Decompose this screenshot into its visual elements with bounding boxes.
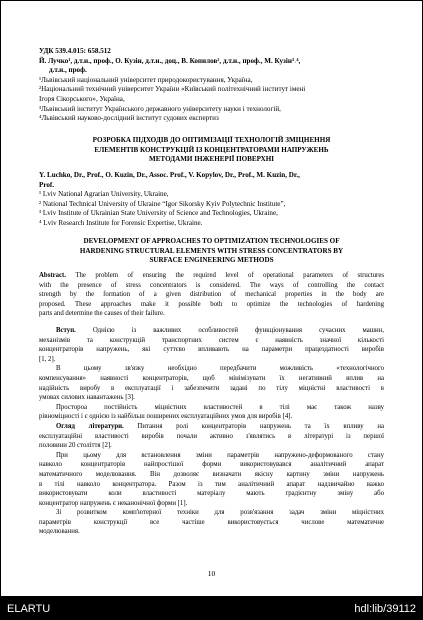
p3-line-1: Простороа постійність міцністних властивостей в тілі має також назву [56,403,384,411]
title-ua-line-2: ЕЛЕМЕНТІВ КОНСТРУКЦІЙ ІЗ КОНЦЕНТРАТОРАМИ НАПРУЖЕНЬ [94,145,329,154]
p2-line-3: надійність виробу в експлуатації і забезпечити задані по тілу міцністні властивості в [39,384,384,392]
abstract [39,271,384,319]
title-en-line-1: DEVELOPMENT OF APPROACHES TO OPTIMIZATION TECHNOLOGIES OF [83,237,340,245]
review-label: Огляд літератури. [56,422,124,430]
intro-line-2: механізмів та конструкцій транспортних систем є наявність значної кількості [39,336,384,344]
abstract-label: Abstract. [39,272,66,279]
title-ua [39,136,384,165]
footer-bar [0,597,423,620]
affiliation-en-2: ² National Technical University of Ukraine “Igor Sikorsky Kyiv Polytechnic Institute”, [39,199,286,208]
authors-ua-line-1: Й. Лучко¹, д.т.н., проф., О. Кузін, д.т.н., доц., В. Копилов², д.т.н., проф., М. Кузін³˒⁴, [39,56,301,65]
affiliation-ua-4: ⁴Львівський науково-дослідний інститут судових експертиз [39,114,219,123]
affiliation-en-1: ¹ Lviv National Agrarian University, Ukraine, [39,190,169,199]
p6-line-1: Зі розвитком комп'ютерної техніки для розв'язання задач зміни міцністних [56,509,384,517]
authors-ua-line-2: д.т.н., проф. [49,66,87,75]
p5-line-3: математичного моделювання. Він дозволяє визначати якісну картину зміни напружень [39,470,384,478]
title-ua-line-1: РОЗРОБКА ПІДХОДІВ ДО ОПТИМІЗАЦІЇ ТЕХНОЛОГІЙ ЗМІЦНЕННЯ [92,136,331,144]
review-line-1-text: Питання ролі концентраторів напружень та їх впливу на [123,422,384,430]
intro-line-1 [39,326,384,336]
p6-line-3: моделювання. [39,528,80,536]
intro-line-1-text: Однією із важливих особливостей функціонування сучасних машин, [75,327,384,334]
p5-line-5: використовувати коли властивості матеріалу мають градієнтну зміну або [39,490,384,498]
review-line-3: половини 20 століття [2]. [39,442,112,450]
document-page [1,1,422,596]
affiliation-en-4: ⁴ Lviv Research Institute for Forensic Expertise, Ukraine. [39,218,203,227]
title-en [39,237,384,266]
affiliation-ua-2: ²Національний технічний університет України «Київський політехнічний інститут імені [39,85,306,94]
title-en-line-3: SURFACE ENGINEERING METHODS [149,256,274,265]
intro-line-4: [1, 2]. [39,355,56,363]
body-text [39,326,384,537]
udk-code: УДК 539.4.015: 658.512 [39,47,111,55]
affiliation-ua-1: ¹Львівський національний університет природокористування, Україна, [39,75,253,84]
p5-line-2: навколо концентраторів найпростішої форми використовувався аналітичний апарат [39,461,384,469]
p2-line-2: компенсування» наявності концентраторів, щоб мінімізувати їх негативний вплив на [39,374,384,382]
abstract-line-1 [39,271,384,281]
intro-line-3: концентраторів напружень, які суттєво впливають на параметри працездатності виробів [39,346,384,354]
abstract-line-4: proposed. These approaches make it possible both to optimize the technologies of hardening [39,300,384,308]
abstract-line-3: strength by the formation of a given distribution of mechanical properties in the body are [39,291,384,299]
p2-line-4: умовах силових навантажень [3]. [39,394,135,402]
intro-label: Вступ. [56,327,76,334]
p3-line-2: рівноміцності і є однією із найбільш поширених експлуатаційних умов для виробів [4]. [39,413,293,421]
abstract-line-1-text: The problem of ensuring the required level of operational parameters of structures [66,272,384,279]
p6-line-2: параметрів конструкції все частіше використовується числове математичне [39,518,384,526]
affiliation-ua-3: ³Львівський інститут Українського державного університету науки і технологій, [39,104,281,113]
header-block [39,47,384,124]
abstract-line-2: with the presence of stress concentrators is considered. The ways of controlling the contact [39,281,384,289]
review-line-2: експлуатаційні властивості виробів почали активно з'являтись в літературі із першої [39,432,384,440]
p5-line-6: концентратор напружень є неканонічної форми [1]. [39,499,188,507]
authors-en-line-2: Prof. [39,180,55,189]
authors-en-line-1: Y. Luchko, Dr., Prof., O. Kuzin, Dr., Assoc. Prof., V. Kopylov, Dr., Prof., M. Kuzin, Dr., [39,171,300,179]
p5-line-4: в тілі навколо концентратора. Разом із тим аналітичний апарат надзвичайно важко [39,480,384,488]
title-ua-line-3: МЕТОДАМИ ІНЖЕНЕРІЇ ПОВЕРХНІ [149,155,274,164]
handle-link[interactable]: hdl:lib/39112 [354,603,416,615]
p2-line-1: В цьому зв'язку необхідно передбачити можливість «технологічного [56,365,384,373]
title-en-line-2: HARDENING STRUCTURAL ELEMENTS WITH STRESS CONCENTRATORS BY [79,246,344,255]
abstract-line-5: parts and determine the causes of their failure. [39,310,165,318]
affiliation-en-3: ³ Lviv Institute of Ukrainian State University of Science and Technologies, Ukraine, [39,209,278,218]
page-number: 10 [207,569,216,578]
repository-name: ELARTU [7,603,51,615]
p5-line-1: При цьому для встановлення зміни параметрів напружено-деформованого стану [56,451,384,459]
authors-en-block [39,171,384,229]
affiliation-ua-2-cont: Ігоря Сікорського», Україна, [39,94,125,103]
review-line-1 [39,422,384,432]
